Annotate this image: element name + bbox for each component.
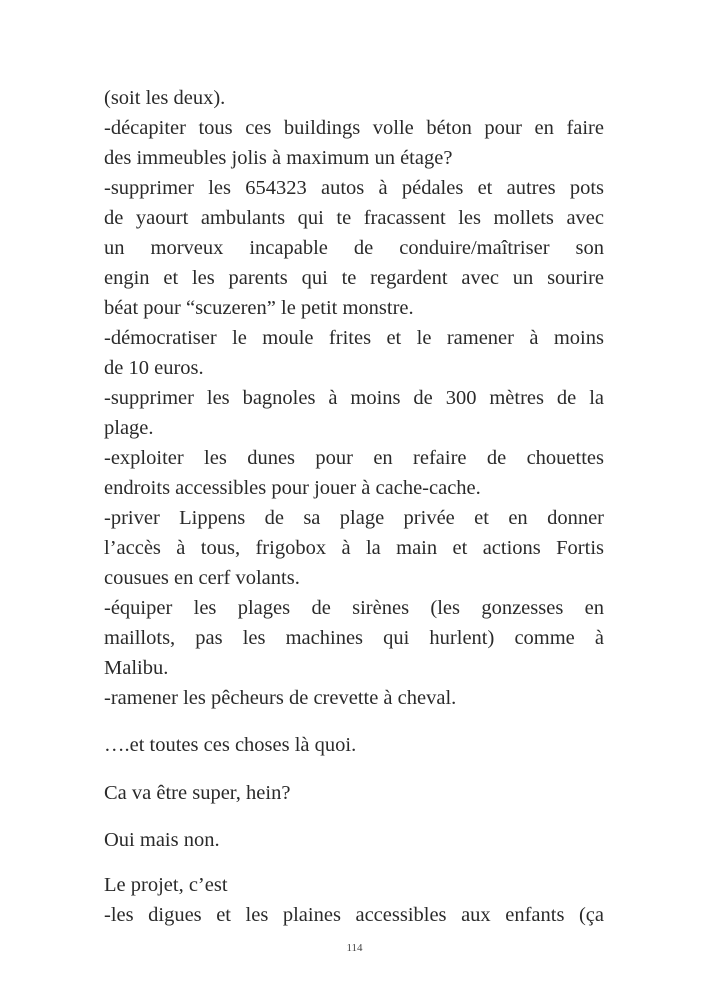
- text-line: -supprimer les bagnoles à moins de 300 mètres de la: [104, 387, 604, 409]
- text-line: ….et toutes ces choses là quoi.: [104, 734, 357, 756]
- text-line: -équiper les plages de sirènes (les gonzesses en: [104, 597, 604, 619]
- text-line: endroits accessibles pour jouer à cache-cache.: [104, 477, 481, 499]
- text-line: -les digues et les plaines accessibles aux enfants (ça: [104, 904, 604, 926]
- text-line: Oui mais non.: [104, 829, 220, 851]
- page-number: 114: [346, 942, 363, 954]
- text-line: -ramener les pêcheurs de crevette à cheval.: [104, 687, 457, 709]
- text-line: de 10 euros.: [104, 357, 204, 379]
- text-line: (soit les deux).: [104, 87, 226, 109]
- text-line: un morveux incapable de conduire/maîtriser son: [104, 237, 604, 259]
- text-line: -décapiter tous ces buildings volle béton pour en faire: [104, 117, 604, 139]
- text-line: l’accès à tous, frigobox à la main et actions Fortis: [104, 537, 604, 559]
- text-line: plage.: [104, 417, 154, 439]
- text-line: -exploiter les dunes pour en refaire de chouettes: [104, 447, 604, 469]
- text-line: Malibu.: [104, 657, 169, 679]
- text-line: Le projet, c’est: [104, 874, 228, 896]
- text-line: maillots, pas les machines qui hurlent) comme à: [104, 627, 604, 649]
- text-line: -supprimer les 654323 autos à pédales et autres pots: [104, 177, 604, 199]
- text-line: -priver Lippens de sa plage privée et en donner: [104, 507, 604, 529]
- text-line: Ca va être super, hein?: [104, 782, 291, 804]
- text-line: des immeubles jolis à maximum un étage?: [104, 147, 453, 169]
- text-line: de yaourt ambulants qui te fracassent les mollets avec: [104, 207, 604, 229]
- text-line: béat pour “scuzeren” le petit monstre.: [104, 297, 414, 319]
- text-line: cousues en cerf volants.: [104, 567, 300, 589]
- text-line: -démocratiser le moule frites et le ramener à moins: [104, 327, 604, 349]
- text-line: engin et les parents qui te regardent avec un sourire: [104, 267, 604, 289]
